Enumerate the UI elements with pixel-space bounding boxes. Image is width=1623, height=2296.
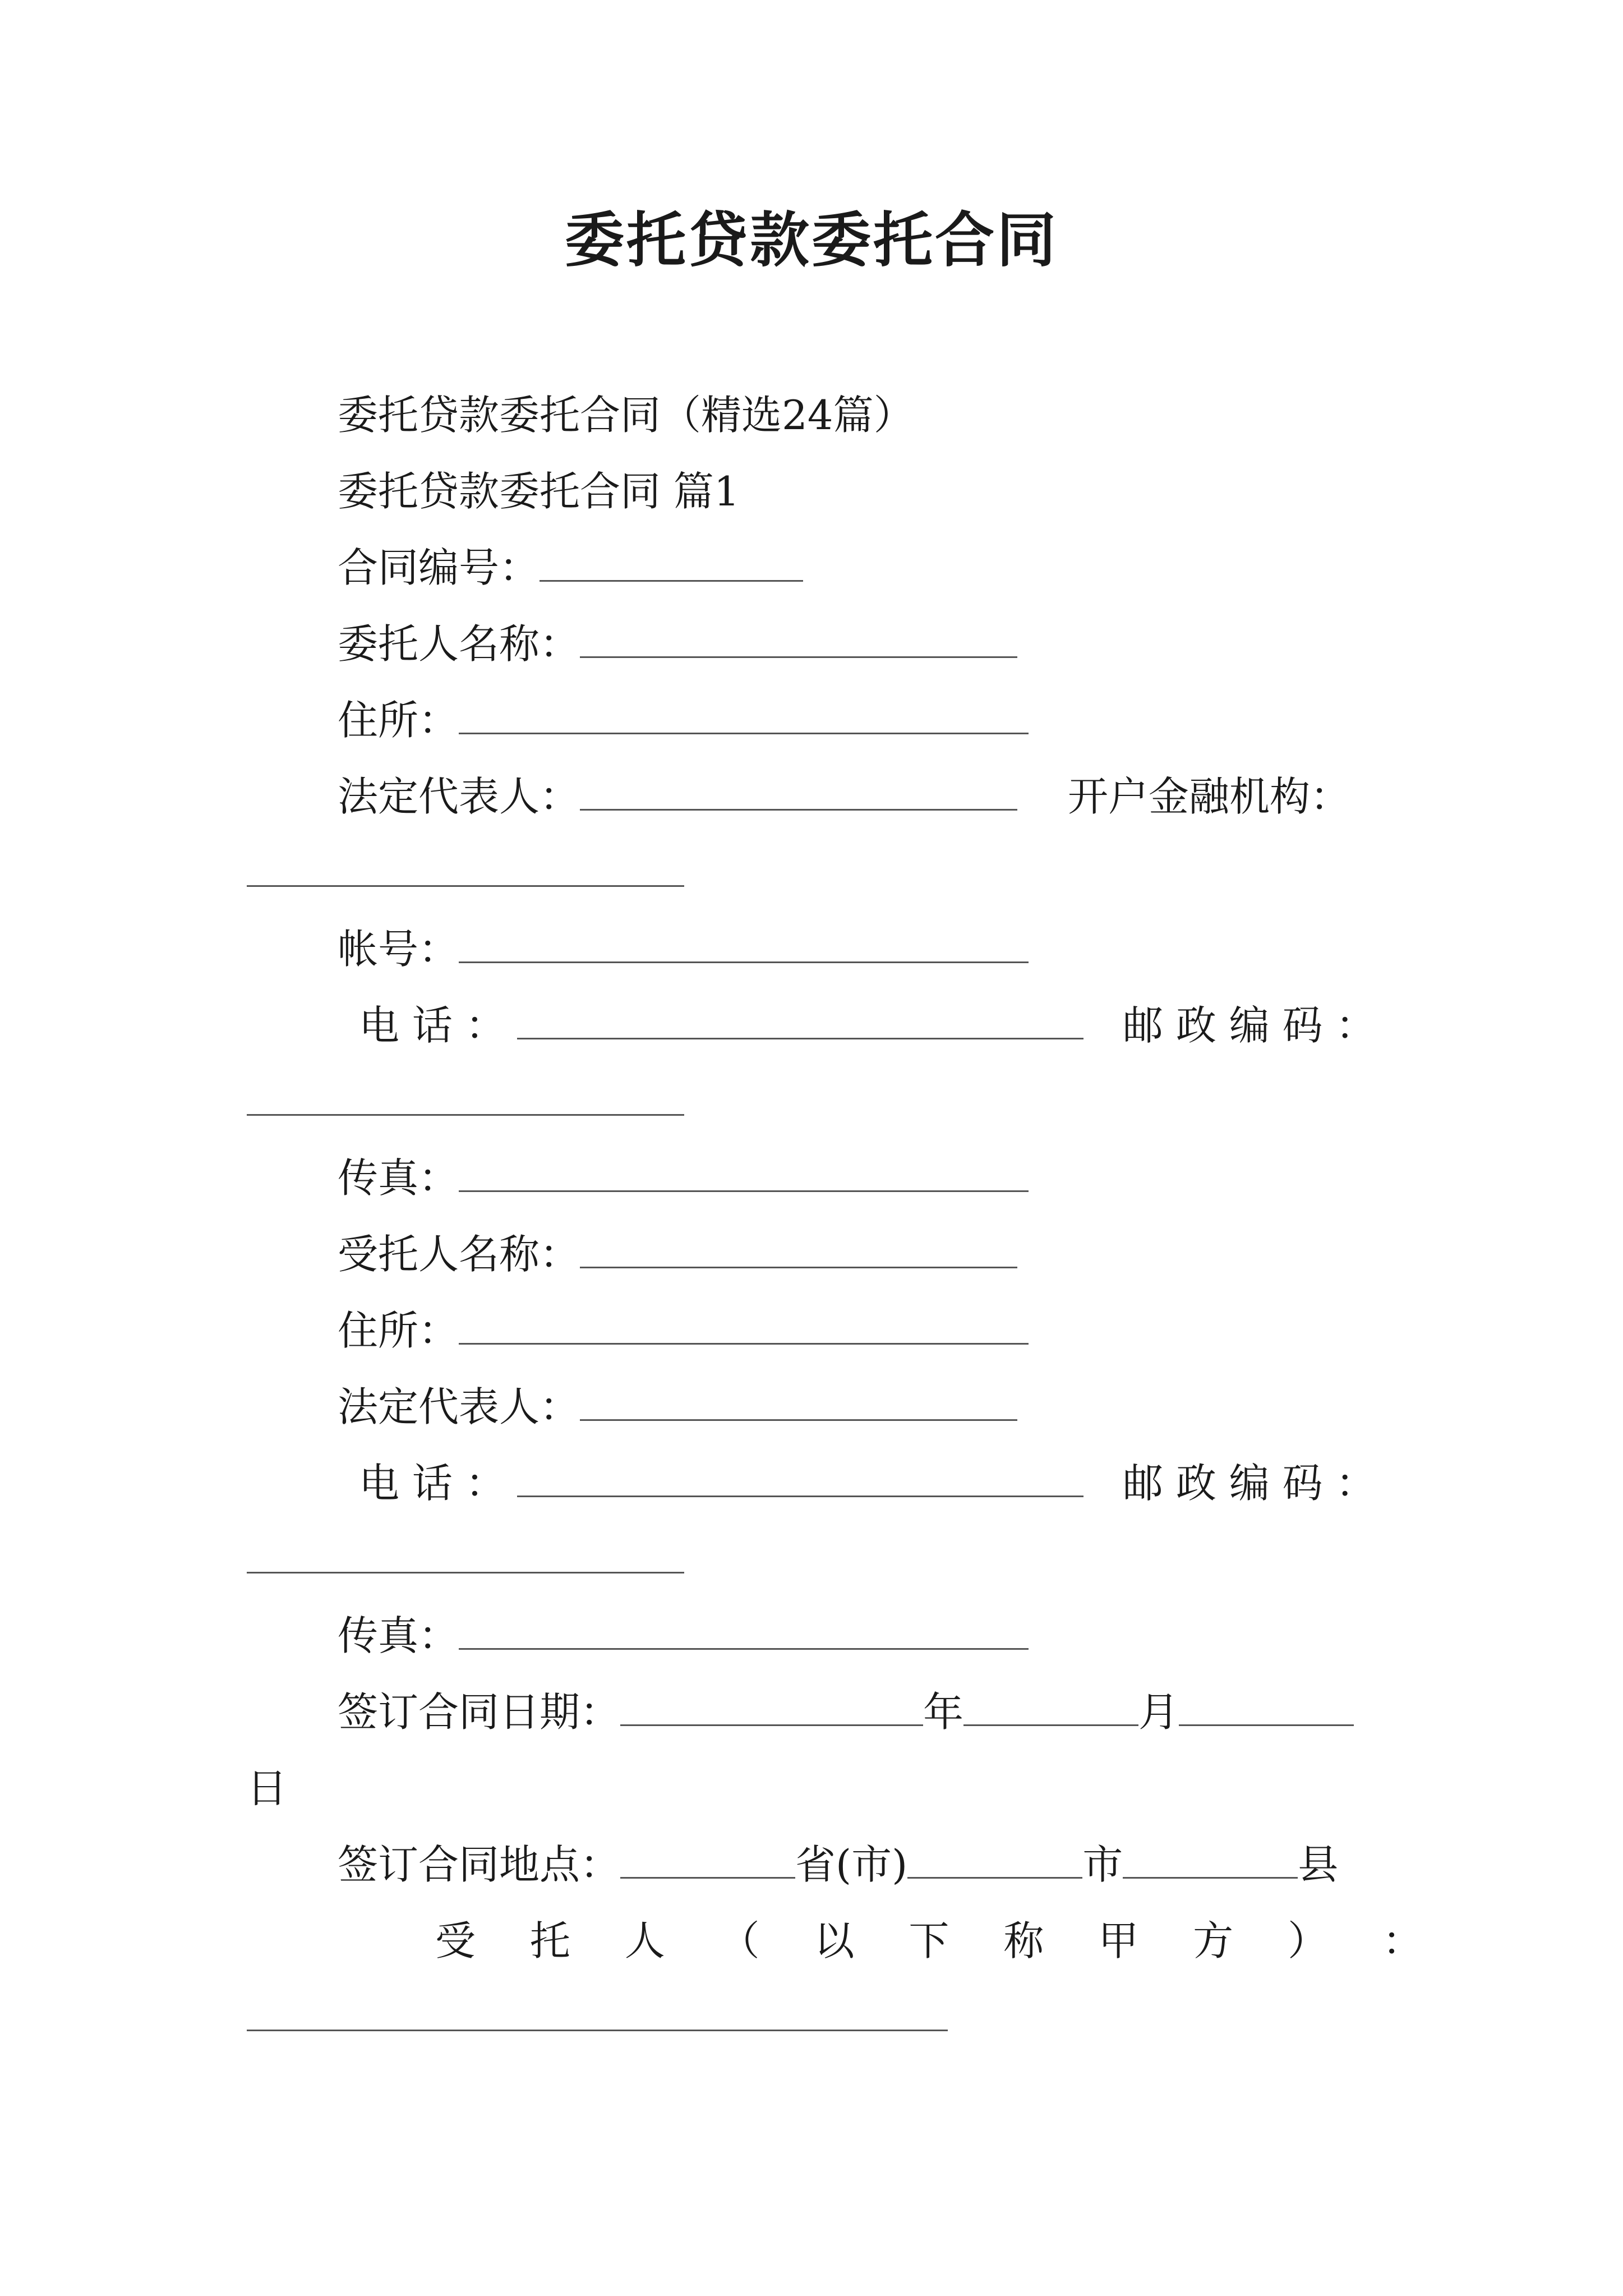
county-blank[interactable] — [1123, 1842, 1298, 1879]
county-label: 县 — [1298, 1841, 1339, 1888]
legal-rep2-row — [338, 1379, 1017, 1435]
postcode2-blank[interactable] — [247, 1537, 684, 1573]
month-label: 月 — [1138, 1688, 1179, 1736]
sign-day-blank[interactable] — [1179, 1690, 1354, 1726]
account-row — [338, 921, 1029, 977]
city-label: 市 — [1082, 1841, 1123, 1888]
fax1-row — [338, 1150, 1029, 1206]
principal-name-label: 委托人名称： — [338, 620, 580, 668]
agent-name-row — [338, 1226, 1017, 1282]
phone2-row — [359, 1455, 1083, 1511]
agent-party-row — [247, 1989, 948, 2045]
address1-label: 住所： — [338, 697, 459, 744]
legal-rep2-label: 法定代表人： — [338, 1383, 580, 1430]
phone2-label: 电 话 ： — [359, 1460, 506, 1507]
sign-date-row — [338, 1684, 1354, 1740]
sign-month-blank[interactable] — [963, 1690, 1138, 1726]
legal-rep1-label: 法定代表人： — [338, 773, 580, 820]
phone1-label: 电 话 ： — [359, 1002, 506, 1049]
phone1-row — [359, 997, 1083, 1053]
fax1-label: 传真： — [338, 1154, 459, 1202]
postcode2-label: 邮 政 编 码 ： — [1123, 1460, 1376, 1507]
phone1-blank[interactable] — [517, 1003, 1083, 1039]
legal-rep1-row — [338, 769, 1017, 825]
province-blank[interactable] — [620, 1842, 795, 1879]
sign-date-label: 签订合同日期： — [338, 1688, 621, 1736]
address2-label: 住所： — [338, 1307, 459, 1354]
agent-party-blank[interactable] — [247, 1995, 948, 2031]
postcode1-row — [247, 1074, 684, 1130]
fax2-label: 传真： — [338, 1612, 459, 1659]
contract-no-blank[interactable] — [540, 545, 803, 582]
bank-blank[interactable] — [247, 850, 684, 887]
legal-rep1-blank[interactable] — [580, 774, 1017, 811]
principal-name-row — [338, 616, 1017, 672]
address1-blank[interactable] — [459, 698, 1029, 734]
contract-no-row — [338, 540, 803, 596]
contract-no-label: 合同编号： — [338, 544, 540, 591]
address2-blank[interactable] — [459, 1308, 1029, 1345]
address2-row — [338, 1303, 1029, 1359]
phone2-blank[interactable] — [517, 1461, 1083, 1497]
subtitle: 委托贷款委托合同（精选24篇） — [338, 392, 914, 439]
account-blank[interactable] — [459, 927, 1029, 963]
day-label: 日 — [247, 1765, 288, 1812]
fax1-blank[interactable] — [459, 1156, 1029, 1192]
agent-name-label: 受托人名称： — [338, 1231, 580, 1278]
principal-name-blank[interactable] — [580, 622, 1017, 658]
sign-place-label: 签订合同地点： — [338, 1841, 621, 1888]
province-label: 省(市) — [795, 1841, 908, 1888]
agent-party-label: 受 托 人 （ 以 下 称 甲 方 ） ： — [435, 1917, 1426, 1964]
part-heading: 委托贷款委托合同 篇1 — [338, 468, 740, 515]
day-row — [247, 1760, 287, 1816]
legal-rep2-blank[interactable] — [580, 1384, 1017, 1421]
city-blank[interactable] — [907, 1842, 1082, 1879]
postcode1-label: 邮 政 编 码 ： — [1123, 1002, 1376, 1049]
agent-name-blank[interactable] — [580, 1232, 1017, 1268]
bank-row — [247, 845, 684, 901]
account-label: 帐号： — [338, 926, 459, 973]
postcode1-blank[interactable] — [247, 1079, 684, 1116]
document-title: 委托贷款委托合同 — [565, 205, 1058, 275]
sign-year-blank[interactable] — [620, 1690, 923, 1726]
postcode2-row — [247, 1531, 684, 1588]
bank-label: 开户金融机构： — [1068, 773, 1351, 820]
address1-row — [338, 692, 1029, 748]
sign-place-row — [338, 1837, 1338, 1893]
fax2-row — [338, 1608, 1029, 1664]
fax2-blank[interactable] — [459, 1613, 1029, 1650]
year-label: 年 — [923, 1688, 964, 1736]
